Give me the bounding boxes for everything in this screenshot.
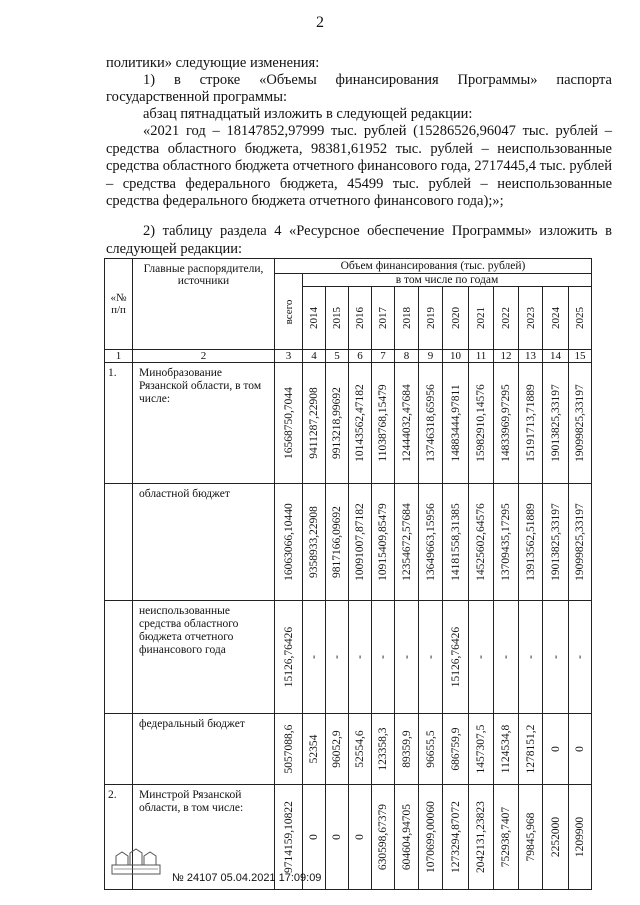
table-body (105, 363, 592, 890)
year-value-cell (303, 363, 326, 484)
paragraph-fifteen-intro: абзац пятнадцатый изложить в следующей редакции: (143, 106, 473, 122)
intro-line: политики» следующие изменения: (106, 55, 320, 71)
year-value: - (377, 655, 389, 659)
year-value: 13746318,65956 (424, 384, 437, 462)
year-value-cell (519, 484, 543, 601)
column-number: 11 (469, 350, 494, 363)
year-value: - (549, 655, 562, 659)
year-2022-label: 2022 (500, 307, 512, 329)
year-value: 19013825,33197 (549, 503, 562, 581)
year-value-cell (372, 601, 395, 714)
row-label: областной бюджет (133, 484, 275, 601)
year-value: 89359,9 (400, 730, 413, 768)
year-value-cell (543, 601, 569, 714)
row-number: 2. (105, 785, 133, 890)
year-value-cell (469, 785, 494, 890)
year-value: 15191713,71889 (524, 384, 537, 462)
year-value-cell (303, 484, 326, 601)
year-2018-label: 2018 (400, 307, 413, 329)
year-value-cell (372, 484, 395, 601)
row-total: 9714159,10822 (282, 801, 295, 873)
year-value-cell (469, 601, 494, 714)
year-value-cell (349, 785, 372, 890)
column-number: 15 (569, 350, 592, 363)
year-2024-label: 2024 (549, 307, 562, 329)
column-number: 1 (105, 350, 133, 363)
year-value-cell (494, 484, 519, 601)
row-label: Минстрой Рязанской области, в том числе: (133, 785, 275, 890)
year-value-cell (469, 363, 494, 484)
year-value: 10143562,47182 (354, 384, 366, 462)
year-value-cell (543, 484, 569, 601)
year-value: 9913218,99692 (331, 387, 343, 459)
year-value-cell (569, 714, 592, 785)
year-value-cell (494, 714, 519, 785)
year-value-cell (443, 484, 469, 601)
row-total-cell (275, 714, 303, 785)
year-value-cell (395, 785, 419, 890)
table-row (105, 363, 592, 484)
year-value: 19013825,33197 (549, 384, 562, 462)
document-registration-number: № 24107 05.04.2021 17:09:09 (172, 872, 322, 884)
year-value-cell (349, 714, 372, 785)
year-value: 14181558,31385 (449, 503, 462, 581)
year-2016 (349, 287, 372, 350)
year-value: 1209900 (574, 816, 586, 858)
column-number-row (105, 350, 592, 363)
year-2020-label: 2020 (449, 307, 462, 329)
year-value-cell (349, 484, 372, 601)
row-total: 16568750,7044 (282, 387, 295, 459)
header-total-label: всего (282, 299, 295, 324)
year-value: 686759,9 (449, 727, 462, 771)
year-value: 1457307,5 (475, 724, 487, 774)
year-2017 (372, 287, 395, 350)
row-number (105, 484, 133, 601)
header-total (275, 274, 303, 350)
year-value-cell (519, 601, 543, 714)
year-2017-label: 2017 (377, 307, 389, 329)
year-2019 (419, 287, 443, 350)
column-number: 8 (395, 350, 419, 363)
row-number (105, 714, 133, 785)
year-value-cell (372, 785, 395, 890)
year-value: 10091007,87182 (354, 503, 366, 581)
year-value-cell (419, 785, 443, 890)
year-2020 (443, 287, 469, 350)
year-value: 79845,968 (524, 812, 537, 862)
header-by-years: в том числе по годам (303, 274, 592, 287)
row-number (105, 601, 133, 714)
item-1-line: 1) в строке «Объемы финансирования Программы» паспорта (143, 72, 612, 88)
year-2023 (519, 287, 543, 350)
column-number: 12 (494, 350, 519, 363)
column-number: 10 (443, 350, 469, 363)
year-value-cell (372, 363, 395, 484)
document-stamp-icon (110, 847, 162, 882)
year-value: 15126,76426 (449, 626, 462, 688)
header-volume: Объем финансирования (тыс. рублей) (275, 259, 592, 274)
year-2018 (395, 287, 419, 350)
year-value: 0 (354, 834, 366, 840)
header-number: «№ п/п (105, 259, 133, 350)
year-2015 (326, 287, 349, 350)
year-value: 96655,5 (424, 730, 437, 768)
header-distributors: Главные распорядители, источники (133, 259, 275, 350)
year-value: 10915409,85479 (377, 503, 389, 581)
column-number: 5 (326, 350, 349, 363)
year-2022 (494, 287, 519, 350)
year-2024 (543, 287, 569, 350)
year-value-cell (419, 714, 443, 785)
year-value: - (424, 655, 437, 659)
year-value: 19099825,33197 (574, 384, 586, 462)
year-value-cell (443, 785, 469, 890)
year-2023-label: 2023 (524, 307, 537, 329)
year-2025-label: 2025 (574, 307, 586, 329)
year-value: 52554,6 (354, 730, 366, 768)
column-number: 3 (275, 350, 303, 363)
year-value-cell (303, 714, 326, 785)
year-2014-label: 2014 (308, 307, 320, 329)
year-value-cell (372, 714, 395, 785)
year-value: 2042131,23823 (475, 801, 487, 873)
year-value-cell (569, 484, 592, 601)
year-value-cell (419, 484, 443, 601)
row-total-cell (275, 484, 303, 601)
year-value-cell (395, 714, 419, 785)
quoted-amounts-paragraph: «2021 год – 18147852,97999 тыс. рублей (15286526,96047 тыс. рублей – средства областного бюджета, 98381,61952 тыс. рублей – неиспользованные средства областного бюджета отчетного финансового года, 2717445,4 тыс. рублей – средства федерального бюджета, 45499 тыс. рублей – неиспользованные средства федерального бюджета отчетного финансового года);»; (106, 123, 612, 209)
year-value-cell (419, 601, 443, 714)
year-value: 14525602,64576 (475, 503, 487, 581)
row-total-cell (275, 363, 303, 484)
item-1-continuation: государственной программы: (106, 89, 287, 105)
item-2-paragraph: 2) таблицу раздела 4 «Ресурсное обеспечение Программы» изложить в следующей редакции: (106, 223, 612, 257)
year-value-cell (395, 484, 419, 601)
year-value-cell (569, 363, 592, 484)
year-value: 19099825,33197 (574, 503, 586, 581)
year-value-cell (569, 785, 592, 890)
column-number: 13 (519, 350, 543, 363)
year-value-cell (349, 601, 372, 714)
column-number: 7 (372, 350, 395, 363)
year-2014 (303, 287, 326, 350)
year-value: 123358,3 (377, 727, 389, 771)
year-value: - (524, 655, 537, 659)
table-row (105, 484, 592, 601)
year-value-cell (326, 601, 349, 714)
year-2019-label: 2019 (424, 307, 437, 329)
year-value-cell (395, 363, 419, 484)
year-value-cell (443, 714, 469, 785)
year-value: 1124534,8 (500, 724, 512, 774)
year-value: 752938,7407 (500, 806, 512, 868)
year-value: 11038768,15479 (377, 384, 389, 462)
year-value: - (354, 655, 366, 659)
year-value-cell (349, 363, 372, 484)
year-value: 604604,94705 (400, 803, 413, 871)
year-2021 (469, 287, 494, 350)
column-number: 14 (543, 350, 569, 363)
year-value-cell (519, 785, 543, 890)
row-total-cell (275, 601, 303, 714)
year-value: 12354672,57684 (400, 503, 413, 581)
year-2025 (569, 287, 592, 350)
year-value: 13709435,17295 (500, 503, 512, 581)
year-value-cell (443, 601, 469, 714)
year-value: 0 (308, 834, 320, 840)
column-number: 4 (303, 350, 326, 363)
column-number: 9 (419, 350, 443, 363)
year-value-cell (494, 601, 519, 714)
year-value: 12444032,47684 (400, 384, 413, 462)
year-value: 15982910,14576 (475, 384, 487, 462)
resource-table (104, 258, 592, 890)
year-value: 1273294,87072 (449, 801, 462, 873)
year-value: - (500, 655, 512, 659)
year-value: 52354 (308, 734, 320, 764)
year-value-cell (326, 363, 349, 484)
year-value-cell (494, 785, 519, 890)
year-value-cell (303, 601, 326, 714)
year-value-cell (494, 363, 519, 484)
year-value: 9817166,09692 (331, 506, 343, 578)
year-value: 1278151,2 (524, 724, 537, 774)
row-label: неиспользованные средства областного бюджета отчетного финансового года (133, 601, 275, 714)
year-value: 1070699,00060 (424, 801, 437, 873)
year-2021-label: 2021 (475, 307, 487, 329)
year-value-cell (469, 484, 494, 601)
column-number: 6 (349, 350, 372, 363)
year-value-cell (569, 601, 592, 714)
year-value: 630598,67379 (377, 803, 389, 871)
year-value-cell (519, 714, 543, 785)
row-total: 15126,76426 (282, 626, 295, 688)
year-value-cell (419, 363, 443, 484)
year-value: - (574, 655, 586, 659)
year-value-cell (395, 601, 419, 714)
year-value-cell (469, 714, 494, 785)
year-value: 13913562,51889 (524, 503, 537, 581)
column-number: 2 (133, 350, 275, 363)
year-value: - (475, 655, 487, 659)
row-total: 5057088,6 (282, 724, 295, 774)
year-value-cell (543, 363, 569, 484)
row-label: Минобразование Рязанской области, в том числе: (133, 363, 275, 484)
year-2015-label: 2015 (331, 307, 343, 329)
year-value-cell (519, 363, 543, 484)
year-value-cell (326, 714, 349, 785)
year-value: 0 (574, 746, 586, 752)
year-value: - (331, 655, 343, 659)
year-value-cell (543, 785, 569, 890)
row-label: федеральный бюджет (133, 714, 275, 785)
year-value-cell (326, 484, 349, 601)
year-value: 14883444,97811 (449, 384, 462, 462)
year-value: 96052,9 (331, 730, 343, 768)
year-value: 14833969,97295 (500, 384, 512, 462)
year-value: 9411287,22908 (308, 387, 320, 459)
year-value: 13649663,15956 (424, 503, 437, 581)
page-number: 2 (316, 14, 324, 31)
year-2016-label: 2016 (354, 307, 366, 329)
table-row (105, 714, 592, 785)
year-value: - (308, 655, 320, 659)
year-value: 2252000 (549, 816, 562, 858)
year-value: 9358933,22908 (308, 506, 320, 578)
year-value: 0 (331, 834, 343, 840)
table-row (105, 601, 592, 714)
year-value-cell (326, 785, 349, 890)
year-value-cell (443, 363, 469, 484)
year-value: 0 (549, 746, 562, 752)
year-value-cell (543, 714, 569, 785)
row-total: 16063066,10440 (282, 503, 295, 581)
row-number: 1. (105, 363, 133, 484)
year-value: - (400, 655, 413, 659)
